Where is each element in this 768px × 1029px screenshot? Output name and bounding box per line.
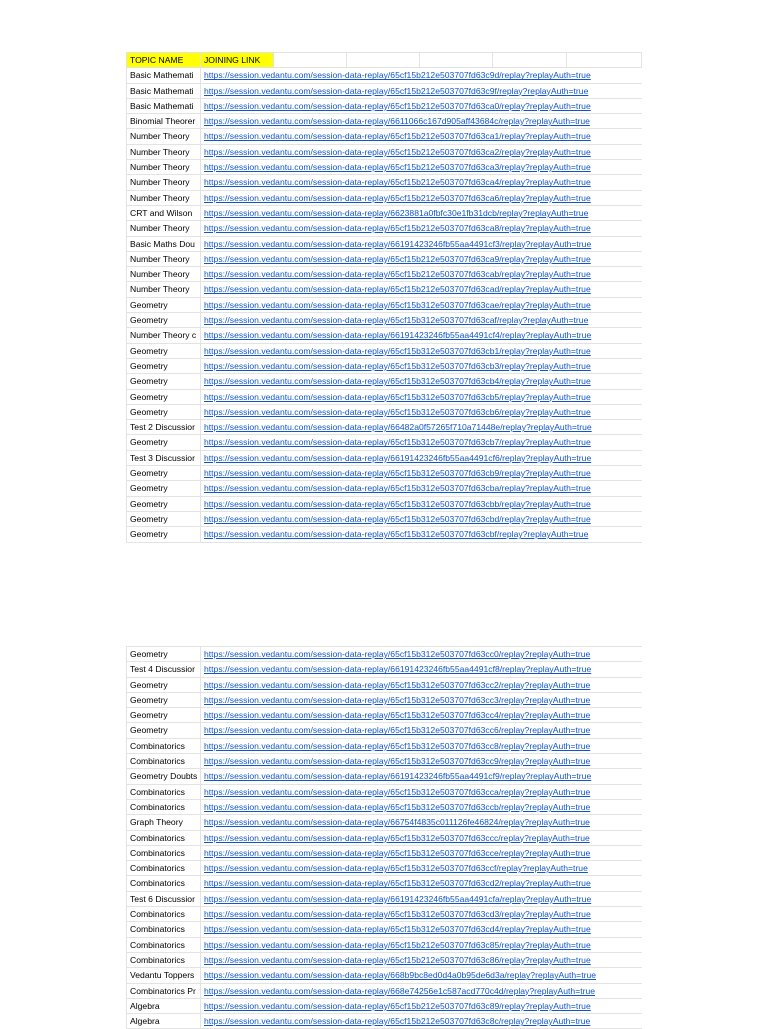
table-row xyxy=(127,907,642,922)
joining-link-cell[interactable]: https://session.vedantu.com/session-data-replay/65cf15b312e503707fd63cd3/replay?replayAuth=true xyxy=(201,907,642,922)
table-row xyxy=(127,481,642,496)
topic-name-cell[interactable]: Number Theory xyxy=(127,129,201,144)
joining-link-cell[interactable]: https://session.vedantu.com/session-data-replay/65cf15b212e503707fd63ca2/replay?replayAuth=true xyxy=(201,144,642,159)
topic-name-cell[interactable]: Geometry xyxy=(127,466,201,481)
table-row xyxy=(127,144,642,159)
joining-link-cell[interactable]: https://session.vedantu.com/session-data-replay/66754f4835c011126fe46824/replay?replayAuth=true xyxy=(201,815,642,830)
table-row xyxy=(127,328,642,343)
joining-link-cell[interactable]: https://session.vedantu.com/session-data-replay/65cf15b312e503707fd63cb4/replay?replayAuth=true xyxy=(201,374,642,389)
empty-cell[interactable] xyxy=(420,53,493,68)
joining-link-cell[interactable]: https://session.vedantu.com/session-data-replay/65cf15b212e503707fd63cad/replay?replayAuth=true xyxy=(201,282,642,297)
topic-name-cell[interactable]: Geometry xyxy=(127,358,201,373)
joining-link-cell[interactable]: https://session.vedantu.com/session-data-replay/6611066c167d905aff43684c/replay?replayAuth=true xyxy=(201,114,642,129)
topic-name-cell[interactable]: Number Theory xyxy=(127,160,201,175)
joining-link-cell[interactable]: https://session.vedantu.com/session-data-replay/66191423246fb55aa4491cfa/replay?replayAuth=true xyxy=(201,891,642,906)
table-row xyxy=(127,708,642,723)
topic-name-cell[interactable]: Number Theory xyxy=(127,251,201,266)
joining-link-cell[interactable]: https://session.vedantu.com/session-data-replay/65cf15b212e503707fd63c89/replay?replayAuth=true xyxy=(201,998,642,1013)
joining-link-cell[interactable]: https://session.vedantu.com/session-data-replay/65cf15b312e503707fd63cca/replay?replayAuth=true xyxy=(201,784,642,799)
topic-name-cell[interactable]: Combinatorics xyxy=(127,845,201,860)
table-row xyxy=(127,404,642,419)
joining-link-cell[interactable]: https://session.vedantu.com/session-data-replay/65cf15b212e503707fd63ca3/replay?replayAuth=true xyxy=(201,160,642,175)
topic-name-cell[interactable]: Test 4 Discussior xyxy=(127,662,201,677)
joining-link-cell[interactable]: https://session.vedantu.com/session-data-replay/65cf15b312e503707fd63caf/replay?replayAuth=true xyxy=(201,313,642,328)
topic-name-cell[interactable]: Number Theory xyxy=(127,221,201,236)
joining-link-cell[interactable]: https://session.vedantu.com/session-data-replay/65cf15b312e503707fd63cb1/replay?replayAuth=true xyxy=(201,343,642,358)
table-row xyxy=(127,114,642,129)
table-row xyxy=(127,845,642,860)
joining-link-cell[interactable]: https://session.vedantu.com/session-data-replay/65cf15b312e503707fd63cbf/replay?replayAuth=true xyxy=(201,527,642,542)
joining-link-cell[interactable]: https://session.vedantu.com/session-data-replay/66191423246fb55aa4491cf9/replay?replayAuth=true xyxy=(201,769,642,784)
topic-name-cell[interactable]: Graph Theory xyxy=(127,815,201,830)
joining-link-cell[interactable]: https://session.vedantu.com/session-data-replay/65cf15b212e503707fd63ca0/replay?replayAuth=true xyxy=(201,98,642,113)
joining-link-cell[interactable]: https://session.vedantu.com/session-data-replay/65cf15b312e503707fd63cb6/replay?replayAuth=true xyxy=(201,404,642,419)
joining-link-cell[interactable]: https://session.vedantu.com/session-data-replay/65cf15b312e503707fd63cbd/replay?replayAuth=true xyxy=(201,511,642,526)
joining-link-cell[interactable]: https://session.vedantu.com/session-data-replay/65cf15b312e503707fd63cc3/replay?replayAuth=true xyxy=(201,692,642,707)
table-row xyxy=(127,68,642,83)
table-row xyxy=(127,723,642,738)
table-row xyxy=(127,190,642,205)
table-row xyxy=(127,511,642,526)
topic-name-cell[interactable]: Number Theory xyxy=(127,282,201,297)
table-row xyxy=(127,297,642,312)
joining-link-cell[interactable]: https://session.vedantu.com/session-data-replay/65cf15b312e503707fd63cb3/replay?replayAuth=true xyxy=(201,358,642,373)
topic-name-cell[interactable]: Number Theory xyxy=(127,190,201,205)
joining-link-cell[interactable]: https://session.vedantu.com/session-data-replay/66191423246fb55aa4491cf4/replay?replayAuth=true xyxy=(201,328,642,343)
table-row xyxy=(127,343,642,358)
topic-name-cell[interactable]: Algebra xyxy=(127,1014,201,1029)
table-row xyxy=(127,937,642,952)
topic-name-cell[interactable]: Vedantu Toppers xyxy=(127,968,201,983)
joining-link-cell[interactable]: https://session.vedantu.com/session-data-replay/6623881a0fbfc30e1fb31dcb/replay?replayAuth=true xyxy=(201,205,642,220)
topic-name-cell[interactable]: Geometry xyxy=(127,511,201,526)
joining-link-cell[interactable]: https://session.vedantu.com/session-data-replay/65cf15b312e503707fd63cc2/replay?replayAuth=true xyxy=(201,677,642,692)
joining-link-cell[interactable]: https://session.vedantu.com/session-data-replay/65cf15b212e503707fd63c8c/replay?replayAuth=true xyxy=(201,1014,642,1029)
joining-link-cell[interactable]: https://session.vedantu.com/session-data-replay/65cf15b312e503707fd63cce/replay?replayAuth=true xyxy=(201,845,642,860)
table-row xyxy=(127,692,642,707)
topic-name-cell[interactable]: Number Theory xyxy=(127,267,201,282)
topic-name-cell[interactable]: Combinatorics xyxy=(127,754,201,769)
joining-link-cell[interactable]: https://session.vedantu.com/session-data-replay/668e74256e1c587acd770c4d/replay?replayAuth=true xyxy=(201,983,642,998)
joining-link-cell[interactable]: https://session.vedantu.com/session-data-replay/66191423246fb55aa4491cf3/replay?replayAuth=true xyxy=(201,236,642,251)
topic-name-cell[interactable]: Basic Maths Dou xyxy=(127,236,201,251)
joining-link-cell[interactable]: https://session.vedantu.com/session-data-replay/65cf15b312e503707fd63cc6/replay?replayAuth=true xyxy=(201,723,642,738)
table-row xyxy=(127,754,642,769)
topic-name-cell[interactable]: Combinatorics xyxy=(127,830,201,845)
topic-name-cell[interactable]: Test 3 Discussior xyxy=(127,450,201,465)
topic-name-cell[interactable]: Geometry xyxy=(127,481,201,496)
joining-link-cell[interactable]: https://session.vedantu.com/session-data-replay/65cf15b312e503707fd63cb7/replay?replayAuth=true xyxy=(201,435,642,450)
table-row xyxy=(127,769,642,784)
joining-link-cell[interactable]: https://session.vedantu.com/session-data-replay/65cf15b312e503707fd63cb9/replay?replayAuth=true xyxy=(201,466,642,481)
joining-link-cell[interactable]: https://session.vedantu.com/session-data-replay/65cf15b212e503707fd63c85/replay?replayAuth=true xyxy=(201,937,642,952)
topic-name-cell[interactable]: Combinatorics xyxy=(127,876,201,891)
topic-name-cell[interactable]: Binomial Theorer xyxy=(127,114,201,129)
table-row xyxy=(127,435,642,450)
table-row xyxy=(127,968,642,983)
table-row xyxy=(127,799,642,814)
topic-name-cell[interactable]: Combinatorics xyxy=(127,922,201,937)
joining-link-cell[interactable]: https://session.vedantu.com/session-data-replay/65cf15b312e503707fd63cb5/replay?replayAuth=true xyxy=(201,389,642,404)
spreadsheet-body-page-1 xyxy=(127,53,642,543)
table-row xyxy=(127,662,642,677)
topic-name-cell[interactable]: Geometry Doubts xyxy=(127,769,201,784)
joining-link-cell[interactable]: https://session.vedantu.com/session-data-replay/65cf15b312e503707fd63ccf/replay?replayAuth=true xyxy=(201,861,642,876)
table-row xyxy=(127,313,642,328)
table-row xyxy=(127,784,642,799)
table-row xyxy=(127,876,642,891)
topic-name-cell[interactable]: Geometry xyxy=(127,708,201,723)
topic-name-cell[interactable]: Geometry xyxy=(127,692,201,707)
joining-link-cell[interactable]: https://session.vedantu.com/session-data-replay/66482a0f57265f710a71448e/replay?replayAuth=true xyxy=(201,420,642,435)
topic-name-cell[interactable]: Combinatorics xyxy=(127,861,201,876)
topic-name-cell[interactable]: Combinatorics xyxy=(127,907,201,922)
joining-link-cell[interactable]: https://session.vedantu.com/session-data-replay/65cf15b212e503707fd63cab/replay?replayAuth=true xyxy=(201,267,642,282)
topic-name-cell[interactable]: Combinatorics xyxy=(127,799,201,814)
topic-name-cell[interactable]: Number Theory xyxy=(127,175,201,190)
joining-link-cell[interactable]: https://session.vedantu.com/session-data-replay/65cf15b312e503707fd63cc9/replay?replayAuth=true xyxy=(201,754,642,769)
joining-link-cell[interactable]: https://session.vedantu.com/session-data-replay/65cf15b312e503707fd63cae/replay?replayAuth=true xyxy=(201,297,642,312)
table-row xyxy=(127,998,642,1013)
spreadsheet-body-page-2 xyxy=(127,647,642,1029)
table-row xyxy=(127,251,642,266)
table-row xyxy=(127,450,642,465)
topic-name-cell[interactable]: Combinatorics xyxy=(127,952,201,967)
joining-link-cell[interactable]: https://session.vedantu.com/session-data-replay/65cf15b312e503707fd63cc8/replay?replayAuth=true xyxy=(201,738,642,753)
joining-link-cell[interactable]: https://session.vedantu.com/session-data-replay/65cf15b212e503707fd63ca6/replay?replayAuth=true xyxy=(201,190,642,205)
table-row xyxy=(127,922,642,937)
topic-name-cell[interactable]: Combinatorics xyxy=(127,937,201,952)
joining-link-cell[interactable]: https://session.vedantu.com/session-data-replay/65cf15b212e503707fd63c9f/replay?replayAuth=true xyxy=(201,83,642,98)
joining-link-cell[interactable]: https://session.vedantu.com/session-data-replay/65cf15b312e503707fd63cc0/replay?replayAuth=true xyxy=(201,647,642,662)
empty-cell[interactable] xyxy=(567,53,642,68)
joining-link-cell[interactable]: https://session.vedantu.com/session-data-replay/65cf15b212e503707fd63ca8/replay?replayAuth=true xyxy=(201,221,642,236)
empty-cell[interactable] xyxy=(347,53,420,68)
table-row xyxy=(127,420,642,435)
topic-name-cell[interactable]: Test 2 Discussior xyxy=(127,420,201,435)
table-row xyxy=(127,496,642,511)
topic-name-cell[interactable]: Geometry xyxy=(127,297,201,312)
table-row xyxy=(127,647,642,662)
topic-name-cell[interactable]: Geometry xyxy=(127,404,201,419)
joining-link-cell[interactable]: https://session.vedantu.com/session-data-replay/65cf15b312e503707fd63cc4/replay?replayAuth=true xyxy=(201,708,642,723)
topic-name-cell[interactable]: Basic Mathemati xyxy=(127,68,201,83)
joining-link-cell[interactable]: https://session.vedantu.com/session-data-replay/65cf15b212e503707fd63c86/replay?replayAuth=true xyxy=(201,952,642,967)
table-row xyxy=(127,129,642,144)
topic-name-cell[interactable]: Combinatorics xyxy=(127,738,201,753)
joining-link-cell[interactable]: https://session.vedantu.com/session-data-replay/668b9bc8ed0d4a0b95de6d3a/replay?replayAuth=true xyxy=(201,968,642,983)
table-row xyxy=(127,830,642,845)
topic-name-cell[interactable]: Number Theory xyxy=(127,144,201,159)
table-row xyxy=(127,175,642,190)
topic-name-cell[interactable]: Geometry xyxy=(127,435,201,450)
joining-link-cell[interactable]: https://session.vedantu.com/session-data-replay/65cf15b312e503707fd63cd4/replay?replayAuth=true xyxy=(201,922,642,937)
topic-name-cell[interactable]: Basic Mathemati xyxy=(127,83,201,98)
joining-link-cell[interactable]: https://session.vedantu.com/session-data-replay/65cf15b312e503707fd63cba/replay?replayAuth=true xyxy=(201,481,642,496)
spreadsheet-page-1 xyxy=(126,52,642,543)
table-row xyxy=(127,677,642,692)
joining-link-cell[interactable]: https://session.vedantu.com/session-data-replay/65cf15b212e503707fd63ca4/replay?replayAuth=true xyxy=(201,175,642,190)
table-row xyxy=(127,1014,642,1029)
table-row xyxy=(127,891,642,906)
header-row xyxy=(127,53,642,68)
joining-link-cell[interactable]: https://session.vedantu.com/session-data-replay/65cf15b312e503707fd63ccc/replay?replayAuth=true xyxy=(201,830,642,845)
table-row xyxy=(127,221,642,236)
topic-name-cell[interactable]: Geometry xyxy=(127,496,201,511)
joining-link-cell[interactable]: https://session.vedantu.com/session-data-replay/65cf15b312e503707fd63cd2/replay?replayAuth=true xyxy=(201,876,642,891)
topic-name-cell[interactable]: Geometry xyxy=(127,677,201,692)
joining-link-cell[interactable]: https://session.vedantu.com/session-data-replay/65cf15b312e503707fd63cbb/replay?replayAuth=true xyxy=(201,496,642,511)
topic-name-cell[interactable]: Combinatorics xyxy=(127,784,201,799)
spreadsheet-page-2 xyxy=(126,646,642,1029)
table-row xyxy=(127,83,642,98)
table-row xyxy=(127,738,642,753)
joining-link-cell[interactable]: https://session.vedantu.com/session-data-replay/65cf15b312e503707fd63ccb/replay?replayAuth=true xyxy=(201,799,642,814)
header-topic-name[interactable]: TOPIC NAME xyxy=(127,53,201,68)
table-row xyxy=(127,282,642,297)
joining-link-cell[interactable]: https://session.vedantu.com/session-data-replay/65cf15b212e503707fd63ca1/replay?replayAuth=true xyxy=(201,129,642,144)
table-row xyxy=(127,815,642,830)
header-joining-link[interactable]: JOINING LINK xyxy=(201,53,274,68)
table-row xyxy=(127,466,642,481)
table-row xyxy=(127,236,642,251)
empty-cell[interactable] xyxy=(274,53,347,68)
joining-link-cell[interactable]: https://session.vedantu.com/session-data-replay/66191423246fb55aa4491cf8/replay?replayAuth=true xyxy=(201,662,642,677)
table-row xyxy=(127,267,642,282)
joining-link-cell[interactable]: https://session.vedantu.com/session-data-replay/65cf15b212e503707fd63c9d/replay?replayAuth=true xyxy=(201,68,642,83)
table-row xyxy=(127,861,642,876)
table-row xyxy=(127,983,642,998)
topic-name-cell[interactable]: Basic Mathemati xyxy=(127,98,201,113)
table-row xyxy=(127,160,642,175)
topic-name-cell[interactable]: CRT and Wilson xyxy=(127,205,201,220)
topic-name-cell[interactable]: Geometry xyxy=(127,343,201,358)
topic-name-cell[interactable]: Test 6 Discussior xyxy=(127,891,201,906)
topic-name-cell[interactable]: Geometry xyxy=(127,313,201,328)
topic-name-cell[interactable]: Combinatorics Pr xyxy=(127,983,201,998)
joining-link-cell[interactable]: https://session.vedantu.com/session-data-replay/66191423246fb55aa4491cf6/replay?replayAuth=true xyxy=(201,450,642,465)
table-row xyxy=(127,527,642,542)
table-row xyxy=(127,389,642,404)
topic-name-cell[interactable]: Geometry xyxy=(127,374,201,389)
table-row xyxy=(127,952,642,967)
topic-name-cell[interactable]: Geometry xyxy=(127,723,201,738)
table-row xyxy=(127,358,642,373)
table-row xyxy=(127,98,642,113)
topic-name-cell[interactable]: Algebra xyxy=(127,998,201,1013)
topic-name-cell[interactable]: Geometry xyxy=(127,527,201,542)
topic-name-cell[interactable]: Geometry xyxy=(127,389,201,404)
table-row xyxy=(127,205,642,220)
empty-cell[interactable] xyxy=(493,53,567,68)
topic-name-cell[interactable]: Geometry xyxy=(127,647,201,662)
table-row xyxy=(127,374,642,389)
topic-name-cell[interactable]: Number Theory c xyxy=(127,328,201,343)
joining-link-cell[interactable]: https://session.vedantu.com/session-data-replay/65cf15b212e503707fd63ca9/replay?replayAuth=true xyxy=(201,251,642,266)
